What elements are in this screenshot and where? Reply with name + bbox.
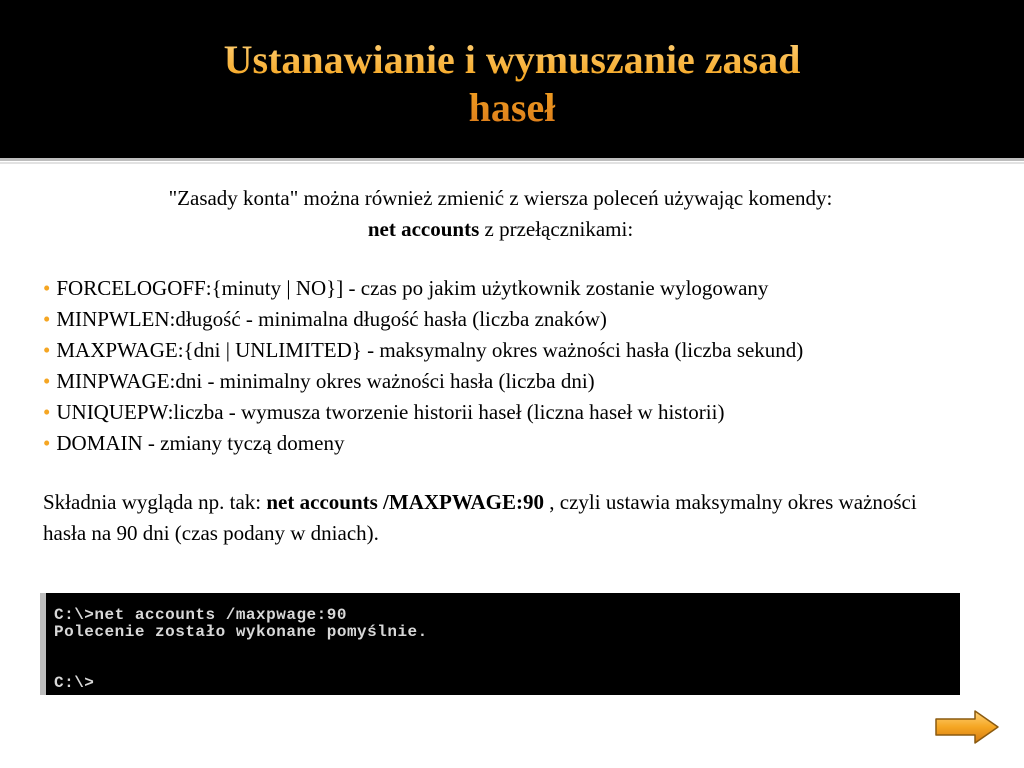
console-line: C:\>net accounts /maxpwage:90 — [54, 606, 347, 624]
console-prompt: C:\> — [54, 674, 95, 692]
slide-title — [0, 36, 1024, 132]
slide-title-line-1: Ustanawianie i wymuszanie zasad — [223, 37, 801, 82]
list-item-text: MAXPWAGE:{dni | UNLIMITED} - maksymalny okres ważności hasła (liczba sekund) — [56, 338, 804, 362]
bullet-marker: • — [43, 431, 51, 455]
intro-line-1: "Zasady konta" można również zmienić z wiersza poleceń używając komendy: — [168, 186, 833, 210]
syntax-example — [43, 487, 958, 549]
intro-command: net accounts — [367, 217, 480, 241]
bullet-marker: • — [43, 307, 51, 331]
list-item-text: MINPWLEN:długość - minimalna długość hasła (liczba znaków) — [56, 307, 607, 331]
syntax-command: net accounts /MAXPWAGE:90 — [266, 490, 545, 514]
list-item-text: MINPWAGE:dni - minimalny okres ważności hasła (liczba dni) — [56, 369, 595, 393]
list-item — [43, 273, 958, 304]
slide-body — [43, 183, 958, 549]
header-divider-light — [0, 162, 1024, 164]
switch-list — [43, 273, 958, 459]
intro-rest: z przełącznikami: — [479, 217, 634, 241]
slide-title-line-2: haseł — [468, 85, 556, 130]
intro-line-2 — [43, 214, 958, 245]
console-line: Polecenie zostało wykonane pomyślnie. — [54, 623, 428, 641]
list-item-text: FORCELOGOFF:{minuty | NO}] - czas po jakim użytkownik zostanie wylogowany — [56, 276, 769, 300]
bullet-marker: • — [43, 400, 51, 424]
list-item — [43, 428, 958, 459]
list-item-text: DOMAIN - zmiany tyczą domeny — [56, 431, 345, 455]
syntax-prefix: Składnia wygląda np. tak: — [43, 490, 267, 514]
syntax-suffix: , czyli ustawia maksymalny okres ważności hasła na 90 dni (czas podany w dniach). — [43, 490, 917, 545]
arrow-right-icon — [933, 708, 1001, 746]
list-item-text: UNIQUEPW:liczba - wymusza tworzenie historii haseł (liczna haseł w historii) — [56, 400, 725, 424]
list-item — [43, 366, 958, 397]
list-item — [43, 335, 958, 366]
bullet-marker: • — [43, 338, 51, 362]
bullet-marker: • — [43, 276, 51, 300]
list-item — [43, 397, 958, 428]
list-item — [43, 304, 958, 335]
next-slide-button[interactable] — [933, 708, 1001, 746]
console-screenshot — [40, 593, 960, 695]
header-divider — [0, 158, 1024, 161]
bullet-marker: • — [43, 369, 51, 393]
